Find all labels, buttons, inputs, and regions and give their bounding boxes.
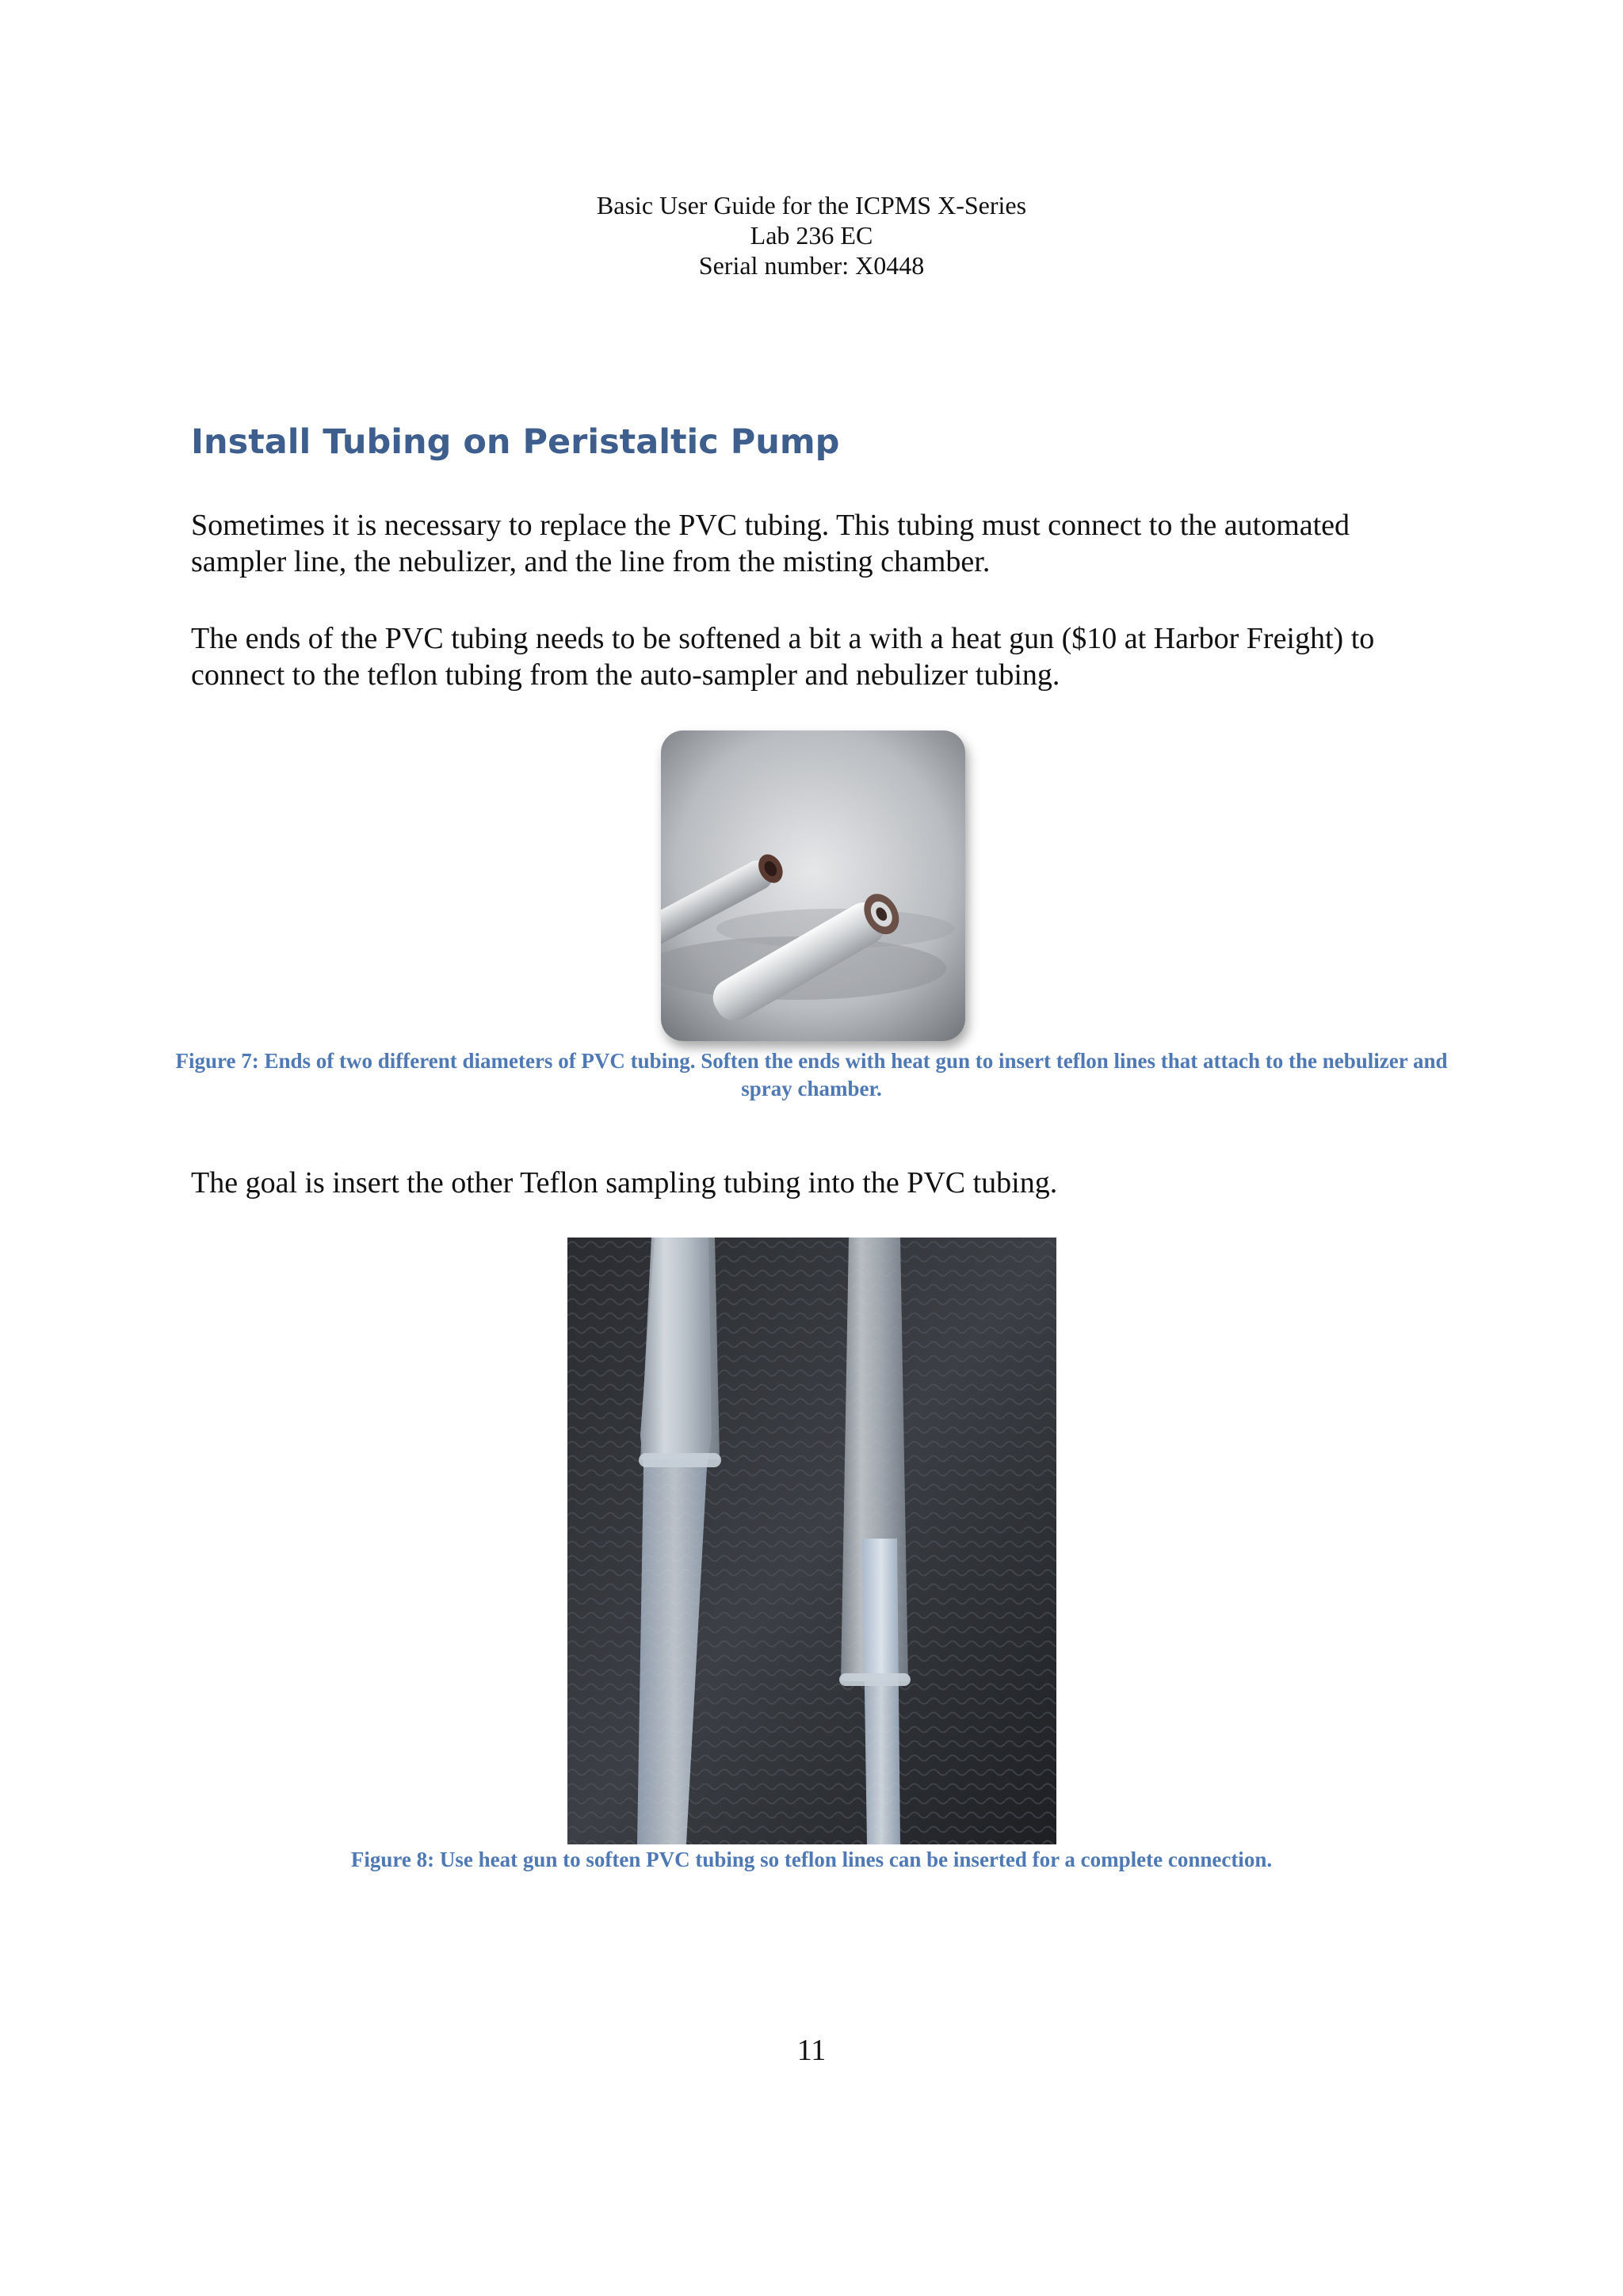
section-title: Install Tubing on Peristaltic Pump xyxy=(191,422,840,462)
paragraph-goal: The goal is insert the other Teflon sampling tubing into the PVC tubing. xyxy=(191,1166,1058,1199)
paragraph-replace-tubing: Sometimes it is necessary to replace the PVC tubing. This tubing must connect to the automated sampler line, the nebulizer, and the line from the misting chamber. xyxy=(191,509,1350,578)
figure-8-caption: Figure 8: Use heat gun to soften PVC tubing so teflon lines can be inserted for a complete connection. xyxy=(350,1848,1273,1871)
header-serial-number: Serial number: X0448 xyxy=(698,251,925,280)
header-lab: Lab 236 EC xyxy=(750,221,873,250)
header-guide-title: Basic User Guide for the ICPMS X-Series xyxy=(596,191,1027,219)
paragraph-heat-gun: The ends of the PVC tubing needs to be softened a bit a with a heat gun ($10 at Harbor Freight) to connect to the teflon tubing from the auto-sampler and nebulizer tubing. xyxy=(191,622,1375,692)
figure-7-caption: Figure 7: Ends of two different diameters of PVC tubing. Soften the ends with heat gun to insert teflon lines that attach to the nebulizer and spray chamber. xyxy=(175,1049,1448,1100)
page-number: 11 xyxy=(796,2034,827,2067)
page-header xyxy=(0,190,1623,280)
figure-8-photo xyxy=(567,1238,1056,1844)
figure-7-photo xyxy=(661,730,965,1041)
